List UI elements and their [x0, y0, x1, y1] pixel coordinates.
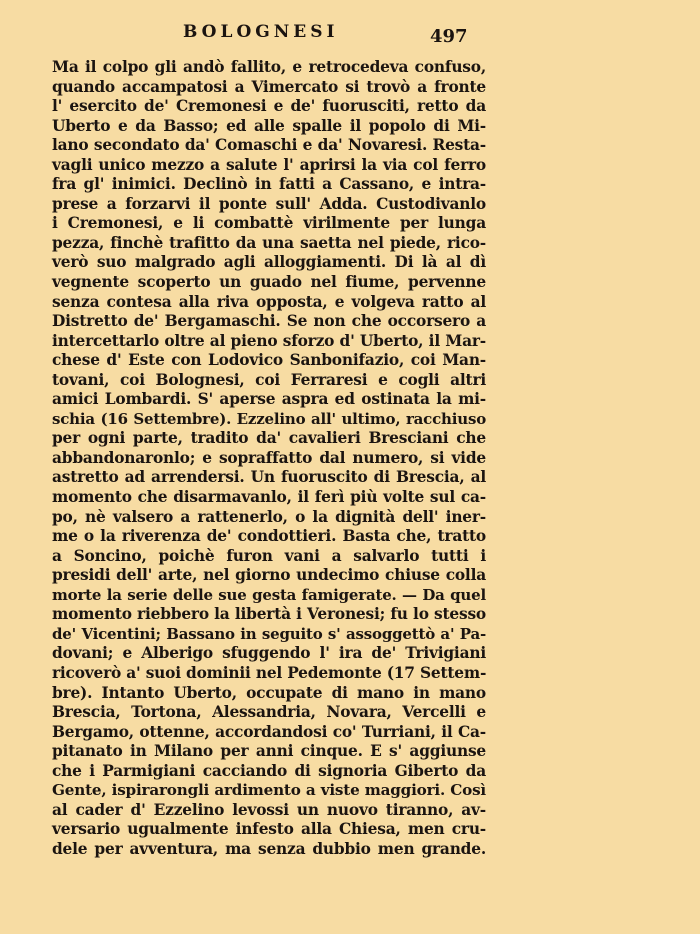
text-line: po, nè valsero a rattenerlo, o la dignità dell' iner-	[52, 507, 486, 526]
text-line: dovani; e Alberigo sfuggendo l' ira de' Trivigiani	[52, 644, 486, 663]
text-line: momento riebbero la libertà i Veronesi; fu lo stesso	[52, 605, 486, 624]
text-line: lano secondato da' Comaschi e da' Novaresi. Resta-	[52, 136, 486, 155]
text-line: abbandonaronlo; e sopraffatto dal numero, si vide	[52, 448, 486, 467]
text-line: Bergamo, ottenne, accordandosi co' Turriani, il Ca-	[52, 722, 486, 741]
text-line: vagli unico mezzo a salute l' aprirsi la via col ferro	[52, 155, 486, 174]
text-line: pezza, finchè trafitto da una saetta nel piede, rico-	[52, 233, 486, 252]
text-line: prese a forzarvi il ponte sull' Adda. Custodivanlo	[52, 194, 486, 213]
text-line: pitanato in Milano per anni cinque. E s' aggiunse	[52, 742, 486, 761]
text-line: ricoverò a' suoi dominii nel Pedemonte (17 Settem-	[52, 663, 487, 682]
text-line: l' esercito de' Cremonesi e de' fuorusciti, retto da	[52, 97, 486, 116]
text-line: intercettarlo oltre al pieno sforzo d' Uberto, il Mar-	[52, 331, 486, 350]
text-line: vegnente scoperto un guado nel fiume, pervenne	[52, 273, 486, 292]
text-line: a Soncino, poichè furon vani a salvarlo tutti i	[52, 546, 486, 565]
text-line: dele per avventura, ma senza dubbio men grande.	[52, 839, 486, 858]
text-line: Ma il colpo gli andò fallito, e retrocedeva confuso,	[52, 58, 486, 76]
text-line: verò suo malgrado agli alloggiamenti. Di là al dì	[52, 253, 486, 272]
text-line: amici Lombardi. S' aperse aspra ed ostinata la mi-	[52, 390, 486, 409]
text-line: Distretto de' Bergamaschi. Se non che occorsero a	[52, 312, 486, 331]
text-line: che i Parmigiani cacciando di signoria Giberto da	[52, 761, 486, 780]
text-line: al cader d' Ezzelino levossi un nuovo tiranno, av-	[52, 800, 486, 819]
text-line: de' Vicentini; Bassano in seguito s' assoggettò a' Pa-	[52, 624, 486, 643]
text-line: momento che disarmavanlo, il ferì più volte sul ca-	[52, 488, 486, 507]
text-line: me o la riverenza de' condottieri. Basta che, tratto	[52, 527, 486, 546]
body-text	[52, 58, 486, 859]
text-line: Uberto e da Basso; ed alle spalle il popolo di Mi-	[52, 116, 486, 135]
text-line: Gente, ispirarongli ardimento a viste maggiori. Così	[52, 781, 486, 800]
text-line: presidi dell' arte, nel giorno undecimo chiuse colla	[52, 566, 486, 585]
text-line: fra gl' inimici. Declinò in fatti a Cassano, e intra-	[52, 175, 486, 194]
running-head: BOLOGNESI	[183, 22, 339, 42]
text-line: chese d' Este con Lodovico Sanbonifazio, coi Man-	[52, 351, 486, 370]
text-line: bre). Intanto Uberto, occupate di mano in mano	[52, 683, 486, 702]
text-line: i Cremonesi, e li combattè virilmente per lunga	[52, 214, 486, 233]
text-line: Brescia, Tortona, Alessandria, Novara, Vercelli e	[52, 703, 486, 722]
text-line: per ogni parte, tradito da' cavalieri Bresciani che	[52, 429, 486, 448]
text-line: tovani, coi Bolognesi, coi Ferraresi e cogli altri	[52, 370, 486, 389]
text-line: astretto ad arrendersi. Un fuoruscito di Brescia, al	[52, 468, 486, 487]
text-line: schia (16 Settembre). Ezzelino all' ultimo, racchiuso	[52, 409, 486, 428]
page-number: 497	[430, 26, 468, 47]
text-line: versario ugualmente infesto alla Chiesa, men cru-	[52, 820, 486, 839]
text-line: quando accampatosi a Vimercato si trovò a fronte	[52, 77, 486, 96]
text-line: senza contesa alla riva opposta, e volgeva ratto al	[52, 292, 486, 311]
text-line: morte la serie delle sue gesta famigerate. — Da quel	[52, 585, 486, 604]
